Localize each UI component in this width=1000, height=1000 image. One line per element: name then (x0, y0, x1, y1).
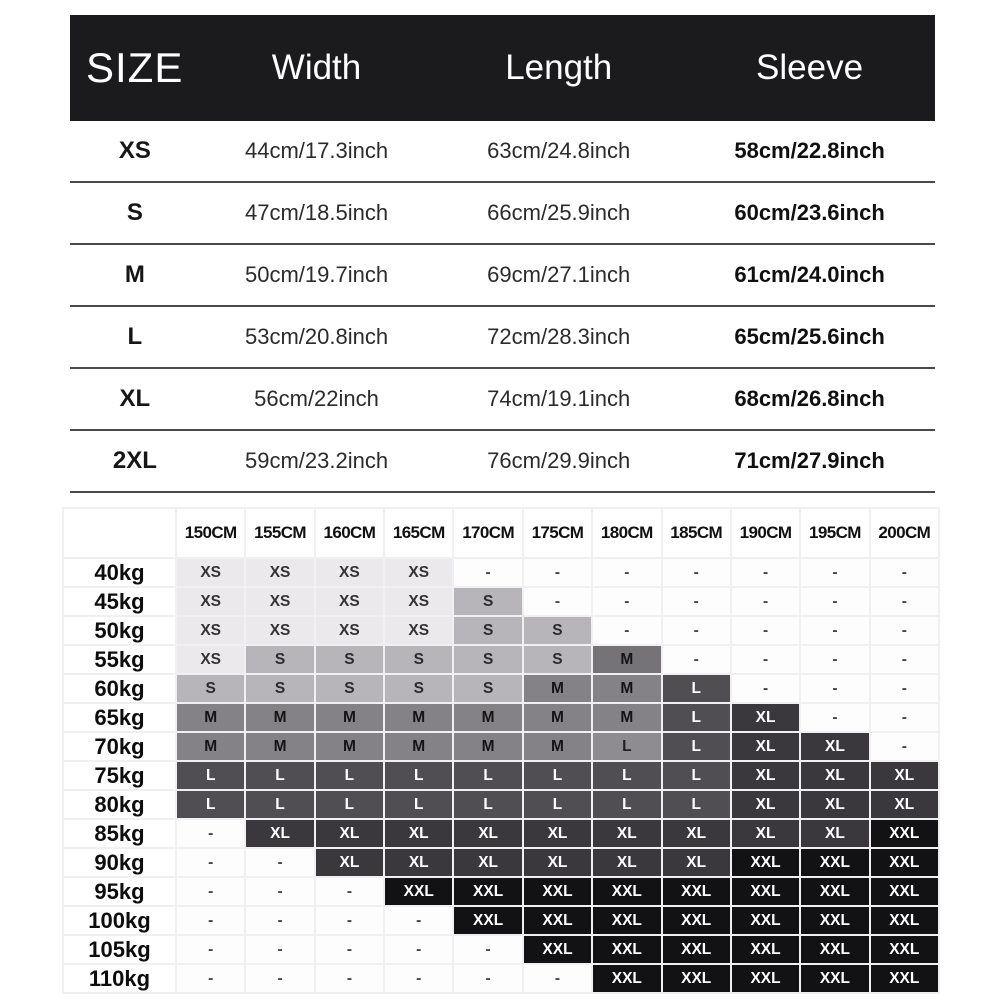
garment-measurements-table (70, 15, 935, 493)
weight-row-label-55kg: 55kg (63, 645, 176, 674)
fit-cell-85kg-190CM: XL (731, 819, 800, 848)
fit-cell-70kg-150CM: M (176, 732, 245, 761)
fit-cell-75kg-200CM: XL (870, 761, 939, 790)
fit-cell-105kg-185CM: XXL (662, 935, 731, 964)
size-XS-size: XS (70, 121, 200, 182)
height-column-header-175CM: 175CM (523, 508, 592, 558)
height-column-header-155CM: 155CM (245, 508, 314, 558)
fit-cell-70kg-185CM: L (662, 732, 731, 761)
fit-row-40kg (63, 558, 939, 587)
fit-cell-55kg-165CM: S (384, 645, 453, 674)
size-2XL-length: 76cm/29.9inch (433, 430, 684, 492)
fit-cell-85kg-150CM: - (176, 819, 245, 848)
fit-row-80kg (63, 790, 939, 819)
fit-cell-65kg-175CM: M (523, 703, 592, 732)
fit-cell-100kg-155CM: - (245, 906, 314, 935)
height-column-header-190CM: 190CM (731, 508, 800, 558)
fit-cell-65kg-150CM: M (176, 703, 245, 732)
fit-row-50kg (63, 616, 939, 645)
fit-cell-50kg-190CM: - (731, 616, 800, 645)
fit-cell-90kg-160CM: XL (315, 848, 384, 877)
fit-cell-95kg-155CM: - (245, 877, 314, 906)
fit-cell-60kg-190CM: - (731, 674, 800, 703)
fit-cell-40kg-155CM: XS (245, 558, 314, 587)
fit-row-60kg (63, 674, 939, 703)
fit-cell-105kg-190CM: XXL (731, 935, 800, 964)
fit-cell-55kg-170CM: S (453, 645, 522, 674)
fit-cell-60kg-150CM: S (176, 674, 245, 703)
size-row-M (70, 244, 935, 306)
fit-cell-100kg-165CM: - (384, 906, 453, 935)
fit-cell-50kg-200CM: - (870, 616, 939, 645)
fit-cell-40kg-150CM: XS (176, 558, 245, 587)
fit-cell-40kg-185CM: - (662, 558, 731, 587)
fit-cell-45kg-195CM: - (800, 587, 869, 616)
fit-cell-50kg-150CM: XS (176, 616, 245, 645)
weight-row-label-75kg: 75kg (63, 761, 176, 790)
column-header-length: Length (433, 15, 684, 121)
fit-cell-55kg-185CM: - (662, 645, 731, 674)
fit-cell-70kg-160CM: M (315, 732, 384, 761)
size-XS-length: 63cm/24.8inch (433, 121, 684, 182)
fit-cell-75kg-165CM: L (384, 761, 453, 790)
height-column-header-150CM: 150CM (176, 508, 245, 558)
weight-row-label-70kg: 70kg (63, 732, 176, 761)
fit-cell-60kg-170CM: S (453, 674, 522, 703)
fit-matrix-header (63, 508, 939, 558)
fit-cell-110kg-180CM: XXL (592, 964, 661, 993)
fit-cell-90kg-195CM: XXL (800, 848, 869, 877)
weight-row-label-95kg: 95kg (63, 877, 176, 906)
fit-cell-50kg-185CM: - (662, 616, 731, 645)
fit-cell-105kg-180CM: XXL (592, 935, 661, 964)
measurements-header (70, 15, 935, 121)
column-header-size: SIZE (70, 15, 200, 121)
fit-cell-110kg-195CM: XXL (800, 964, 869, 993)
fit-cell-105kg-170CM: - (453, 935, 522, 964)
fit-cell-60kg-155CM: S (245, 674, 314, 703)
fit-cell-80kg-190CM: XL (731, 790, 800, 819)
fit-cell-100kg-195CM: XXL (800, 906, 869, 935)
fit-cell-90kg-180CM: XL (592, 848, 661, 877)
fit-cell-50kg-180CM: - (592, 616, 661, 645)
fit-cell-40kg-160CM: XS (315, 558, 384, 587)
fit-cell-40kg-180CM: - (592, 558, 661, 587)
fit-cell-95kg-160CM: - (315, 877, 384, 906)
size-M-length: 69cm/27.1inch (433, 244, 684, 306)
size-XL-size: XL (70, 368, 200, 430)
fit-cell-65kg-180CM: M (592, 703, 661, 732)
fit-cell-80kg-150CM: L (176, 790, 245, 819)
fit-cell-95kg-175CM: XXL (523, 877, 592, 906)
fit-cell-75kg-155CM: L (245, 761, 314, 790)
fit-cell-80kg-180CM: L (592, 790, 661, 819)
fit-cell-85kg-185CM: XL (662, 819, 731, 848)
fit-row-105kg (63, 935, 939, 964)
fit-cell-60kg-195CM: - (800, 674, 869, 703)
fit-row-65kg (63, 703, 939, 732)
fit-cell-110kg-175CM: - (523, 964, 592, 993)
size-S-length: 66cm/25.9inch (433, 182, 684, 244)
fit-cell-80kg-195CM: XL (800, 790, 869, 819)
fit-cell-70kg-195CM: XL (800, 732, 869, 761)
size-XL-width: 56cm/22inch (200, 368, 434, 430)
fit-cell-50kg-170CM: S (453, 616, 522, 645)
fit-cell-95kg-150CM: - (176, 877, 245, 906)
fit-cell-55kg-150CM: XS (176, 645, 245, 674)
height-column-header-185CM: 185CM (662, 508, 731, 558)
size-row-XS (70, 121, 935, 182)
size-L-size: L (70, 306, 200, 368)
fit-cell-75kg-170CM: L (453, 761, 522, 790)
fit-cell-85kg-165CM: XL (384, 819, 453, 848)
fit-cell-50kg-155CM: XS (245, 616, 314, 645)
fit-cell-70kg-190CM: XL (731, 732, 800, 761)
fit-row-110kg (63, 964, 939, 993)
size-L-width: 53cm/20.8inch (200, 306, 434, 368)
fit-cell-85kg-195CM: XL (800, 819, 869, 848)
fit-cell-105kg-165CM: - (384, 935, 453, 964)
measurements-body (70, 121, 935, 492)
size-row-2XL (70, 430, 935, 492)
fit-cell-40kg-190CM: - (731, 558, 800, 587)
fit-cell-45kg-190CM: - (731, 587, 800, 616)
size-XS-sleeve: 58cm/22.8inch (684, 121, 935, 182)
fit-cell-80kg-160CM: L (315, 790, 384, 819)
fit-cell-40kg-170CM: - (453, 558, 522, 587)
height-column-header-195CM: 195CM (800, 508, 869, 558)
height-column-header-170CM: 170CM (453, 508, 522, 558)
fit-cell-85kg-160CM: XL (315, 819, 384, 848)
fit-cell-60kg-175CM: M (523, 674, 592, 703)
fit-cell-95kg-165CM: XXL (384, 877, 453, 906)
fit-cell-40kg-175CM: - (523, 558, 592, 587)
fit-cell-75kg-175CM: L (523, 761, 592, 790)
fit-cell-60kg-180CM: M (592, 674, 661, 703)
fit-cell-100kg-175CM: XXL (523, 906, 592, 935)
fit-cell-85kg-170CM: XL (453, 819, 522, 848)
size-chart-page (0, 15, 1000, 1000)
fit-cell-110kg-150CM: - (176, 964, 245, 993)
height-column-header-160CM: 160CM (315, 508, 384, 558)
fit-cell-85kg-180CM: XL (592, 819, 661, 848)
height-column-header-180CM: 180CM (592, 508, 661, 558)
fit-row-45kg (63, 587, 939, 616)
fit-cell-40kg-200CM: - (870, 558, 939, 587)
fit-cell-105kg-175CM: XXL (523, 935, 592, 964)
size-M-sleeve: 61cm/24.0inch (684, 244, 935, 306)
fit-cell-80kg-165CM: L (384, 790, 453, 819)
fit-cell-70kg-175CM: M (523, 732, 592, 761)
weight-row-label-105kg: 105kg (63, 935, 176, 964)
fit-cell-80kg-175CM: L (523, 790, 592, 819)
fit-cell-70kg-200CM: - (870, 732, 939, 761)
fit-cell-95kg-170CM: XXL (453, 877, 522, 906)
fit-cell-90kg-165CM: XL (384, 848, 453, 877)
fit-cell-105kg-150CM: - (176, 935, 245, 964)
size-row-XL (70, 368, 935, 430)
fit-cell-40kg-165CM: XS (384, 558, 453, 587)
fit-cell-70kg-170CM: M (453, 732, 522, 761)
fit-cell-65kg-190CM: XL (731, 703, 800, 732)
column-header-width: Width (200, 15, 434, 121)
size-XS-width: 44cm/17.3inch (200, 121, 434, 182)
size-XL-length: 74cm/19.1inch (433, 368, 684, 430)
fit-cell-110kg-190CM: XXL (731, 964, 800, 993)
size-M-width: 50cm/19.7inch (200, 244, 434, 306)
weight-row-label-50kg: 50kg (63, 616, 176, 645)
fit-cell-75kg-190CM: XL (731, 761, 800, 790)
fit-cell-55kg-160CM: S (315, 645, 384, 674)
fit-cell-40kg-195CM: - (800, 558, 869, 587)
size-2XL-width: 59cm/23.2inch (200, 430, 434, 492)
fit-cell-65kg-170CM: M (453, 703, 522, 732)
fit-cell-55kg-200CM: - (870, 645, 939, 674)
fit-cell-65kg-165CM: M (384, 703, 453, 732)
size-L-sleeve: 65cm/25.6inch (684, 306, 935, 368)
size-S-sleeve: 60cm/23.6inch (684, 182, 935, 244)
fit-cell-45kg-175CM: - (523, 587, 592, 616)
fit-cell-105kg-195CM: XXL (800, 935, 869, 964)
size-2XL-size: 2XL (70, 430, 200, 492)
fit-cell-105kg-155CM: - (245, 935, 314, 964)
fit-cell-85kg-200CM: XXL (870, 819, 939, 848)
fit-cell-55kg-180CM: M (592, 645, 661, 674)
fit-cell-50kg-160CM: XS (315, 616, 384, 645)
fit-cell-85kg-155CM: XL (245, 819, 314, 848)
fit-cell-45kg-180CM: - (592, 587, 661, 616)
fit-cell-75kg-180CM: L (592, 761, 661, 790)
fit-cell-110kg-155CM: - (245, 964, 314, 993)
fit-cell-45kg-165CM: XS (384, 587, 453, 616)
matrix-corner-cell (63, 508, 176, 558)
fit-cell-45kg-200CM: - (870, 587, 939, 616)
fit-cell-90kg-150CM: - (176, 848, 245, 877)
fit-cell-80kg-200CM: XL (870, 790, 939, 819)
fit-cell-55kg-155CM: S (245, 645, 314, 674)
fit-cell-100kg-185CM: XXL (662, 906, 731, 935)
fit-cell-80kg-170CM: L (453, 790, 522, 819)
fit-row-75kg (63, 761, 939, 790)
fit-cell-75kg-195CM: XL (800, 761, 869, 790)
height-column-header-165CM: 165CM (384, 508, 453, 558)
fit-cell-50kg-165CM: XS (384, 616, 453, 645)
fit-cell-65kg-160CM: M (315, 703, 384, 732)
fit-cell-50kg-195CM: - (800, 616, 869, 645)
fit-cell-45kg-185CM: - (662, 587, 731, 616)
fit-cell-60kg-185CM: L (662, 674, 731, 703)
height-column-header-200CM: 200CM (870, 508, 939, 558)
fit-cell-95kg-200CM: XXL (870, 877, 939, 906)
fit-cell-70kg-165CM: M (384, 732, 453, 761)
fit-cell-100kg-170CM: XXL (453, 906, 522, 935)
fit-cell-95kg-185CM: XXL (662, 877, 731, 906)
fit-cell-55kg-190CM: - (731, 645, 800, 674)
fit-matrix-body (63, 558, 939, 993)
fit-cell-90kg-155CM: - (245, 848, 314, 877)
size-L-length: 72cm/28.3inch (433, 306, 684, 368)
fit-cell-45kg-170CM: S (453, 587, 522, 616)
fit-cell-110kg-170CM: - (453, 964, 522, 993)
weight-row-label-65kg: 65kg (63, 703, 176, 732)
fit-cell-80kg-155CM: L (245, 790, 314, 819)
fit-cell-110kg-160CM: - (315, 964, 384, 993)
fit-cell-45kg-155CM: XS (245, 587, 314, 616)
fit-cell-90kg-185CM: XL (662, 848, 731, 877)
fit-row-85kg (63, 819, 939, 848)
fit-cell-110kg-185CM: XXL (662, 964, 731, 993)
fit-cell-55kg-195CM: - (800, 645, 869, 674)
fit-cell-105kg-160CM: - (315, 935, 384, 964)
size-2XL-sleeve: 71cm/27.9inch (684, 430, 935, 492)
fit-cell-70kg-180CM: L (592, 732, 661, 761)
fit-cell-75kg-160CM: L (315, 761, 384, 790)
size-M-size: M (70, 244, 200, 306)
size-XL-sleeve: 68cm/26.8inch (684, 368, 935, 430)
fit-row-90kg (63, 848, 939, 877)
fit-cell-100kg-190CM: XXL (731, 906, 800, 935)
fit-cell-100kg-200CM: XXL (870, 906, 939, 935)
weight-row-label-110kg: 110kg (63, 964, 176, 993)
fit-cell-70kg-155CM: M (245, 732, 314, 761)
fit-cell-100kg-180CM: XXL (592, 906, 661, 935)
weight-row-label-85kg: 85kg (63, 819, 176, 848)
weight-row-label-90kg: 90kg (63, 848, 176, 877)
fit-cell-60kg-165CM: S (384, 674, 453, 703)
fit-cell-75kg-185CM: L (662, 761, 731, 790)
fit-row-100kg (63, 906, 939, 935)
fit-row-95kg (63, 877, 939, 906)
size-S-width: 47cm/18.5inch (200, 182, 434, 244)
fit-cell-60kg-200CM: - (870, 674, 939, 703)
weight-row-label-40kg: 40kg (63, 558, 176, 587)
fit-cell-100kg-160CM: - (315, 906, 384, 935)
size-row-L (70, 306, 935, 368)
column-header-sleeve: Sleeve (684, 15, 935, 121)
fit-cell-60kg-160CM: S (315, 674, 384, 703)
fit-cell-65kg-185CM: L (662, 703, 731, 732)
fit-cell-65kg-200CM: - (870, 703, 939, 732)
fit-cell-90kg-170CM: XL (453, 848, 522, 877)
fit-cell-95kg-195CM: XXL (800, 877, 869, 906)
fit-cell-110kg-200CM: XXL (870, 964, 939, 993)
fit-cell-65kg-155CM: M (245, 703, 314, 732)
fit-cell-80kg-185CM: L (662, 790, 731, 819)
weight-row-label-60kg: 60kg (63, 674, 176, 703)
fit-cell-100kg-150CM: - (176, 906, 245, 935)
fit-cell-75kg-150CM: L (176, 761, 245, 790)
fit-row-55kg (63, 645, 939, 674)
weight-row-label-80kg: 80kg (63, 790, 176, 819)
size-row-S (70, 182, 935, 244)
fit-cell-55kg-175CM: S (523, 645, 592, 674)
fit-cell-45kg-150CM: XS (176, 587, 245, 616)
fit-cell-95kg-180CM: XXL (592, 877, 661, 906)
fit-cell-90kg-190CM: XXL (731, 848, 800, 877)
fit-cell-90kg-175CM: XL (523, 848, 592, 877)
fit-cell-50kg-175CM: S (523, 616, 592, 645)
fit-cell-90kg-200CM: XXL (870, 848, 939, 877)
weight-row-label-45kg: 45kg (63, 587, 176, 616)
size-S-size: S (70, 182, 200, 244)
fit-cell-45kg-160CM: XS (315, 587, 384, 616)
fit-cell-95kg-190CM: XXL (731, 877, 800, 906)
fit-cell-110kg-165CM: - (384, 964, 453, 993)
fit-cell-65kg-195CM: - (800, 703, 869, 732)
weight-row-label-100kg: 100kg (63, 906, 176, 935)
fit-row-70kg (63, 732, 939, 761)
fit-cell-105kg-200CM: XXL (870, 935, 939, 964)
height-weight-fit-matrix (62, 507, 940, 994)
fit-cell-85kg-175CM: XL (523, 819, 592, 848)
